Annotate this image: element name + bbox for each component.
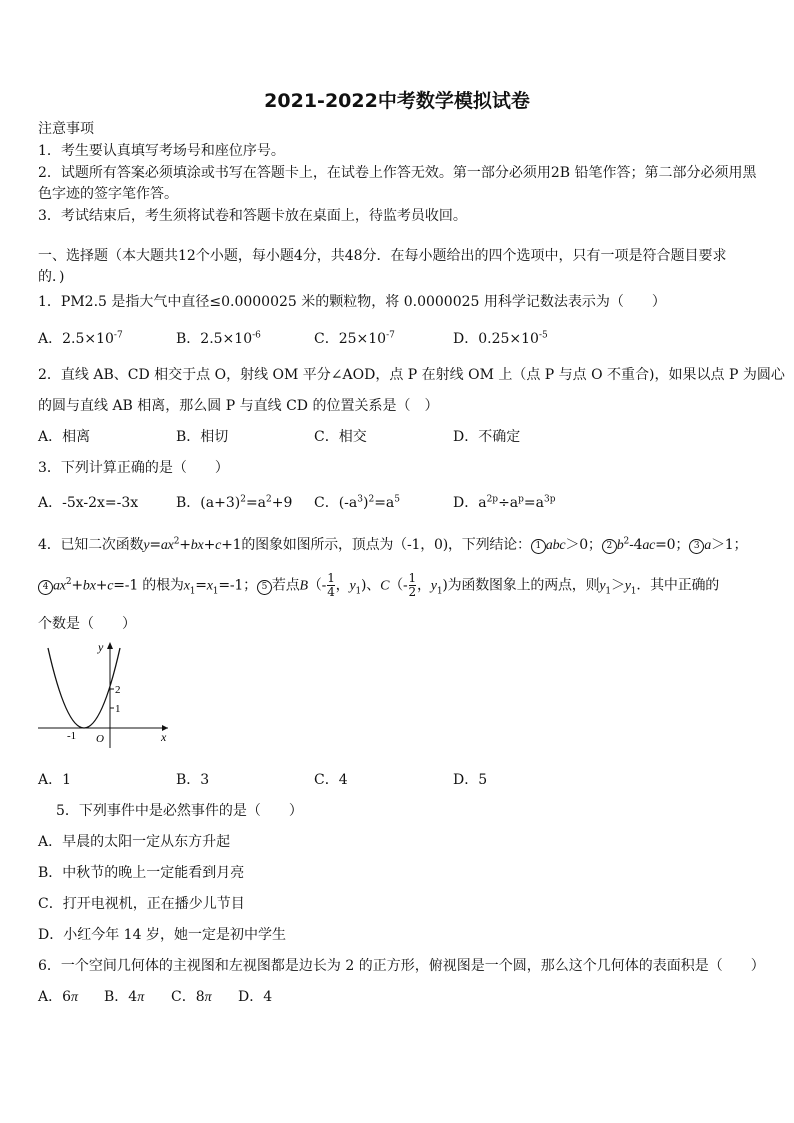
q6-options: [38, 988, 438, 1006]
q2-option-a: A．相离: [38, 429, 91, 445]
q4-option-a: A．1: [38, 772, 72, 788]
circled-number-2: 2: [602, 539, 617, 554]
x-axis-label: x: [161, 730, 167, 744]
q3-option-d: D．$a^{2p}\div a^p=a^{3p}$: [453, 494, 556, 511]
q1-option-a: A．$2.5\times 10^{-7}$: [38, 330, 123, 347]
q2-options: [38, 428, 758, 446]
q4-options: [38, 771, 758, 789]
q2-stem-cont: 的圆与直线 AB 相离，那么圆 P 与直线 CD 的位置关系是（ ）: [38, 398, 439, 414]
q6-option-a: A．6π: [38, 989, 79, 1005]
notice-item-1: 1．考生要认真填写考场号和座位序号。: [38, 143, 285, 159]
q2-option-b: B．相切: [176, 429, 229, 445]
q6-option-d: D．4: [238, 989, 273, 1005]
section-heading: 一、选择题（本大题共12个小题，每小题4分，共48分．在每小题给出的四个选项中，只有一项是符合题目要求: [38, 248, 727, 264]
notice-item-2-cont: 色字迹的签字笔作答。: [38, 186, 178, 202]
parabola-graph: [34, 638, 174, 748]
q2-stem: 2．直线 AB、CD 相交于点 O，射线 OM 平分∠AOD，点 P 在射线 OM 上（点 P 与点 O 不重合)，如果以点 P 为圆心: [38, 367, 785, 383]
section-heading-cont: 的．): [38, 269, 65, 285]
q1-options: [38, 330, 758, 348]
tick-label-1: 1: [115, 703, 121, 715]
q3-options: [38, 494, 758, 512]
circled-number-3: 3: [689, 539, 704, 554]
q2-option-d: D．不确定: [453, 429, 521, 445]
notice-heading: 注意事项: [38, 121, 94, 137]
q2-option-c: C．相交: [314, 429, 367, 445]
q5-option-d: D．小红今年 14 岁，她一定是初中学生: [38, 927, 286, 943]
tick-label-neg1: -1: [67, 730, 77, 742]
circled-number-1: 1: [531, 539, 546, 554]
y-axis-arrow: [107, 642, 113, 649]
notice-item-3: 3．考试结束后，考生须将试卷和答题卡放在桌面上，待监考员收回。: [38, 208, 467, 224]
origin-label: O: [96, 733, 104, 745]
q5-option-c: C．打开电视机，正在播少儿节目: [38, 896, 245, 912]
q3-option-c: C．$(-a^3)^2=a^5$: [314, 494, 401, 511]
q3-stem: 3．下列计算正确的是（ ）: [38, 460, 229, 476]
q6-option-b: B．4π: [104, 989, 145, 1005]
q4-option-d: D．5: [453, 772, 488, 788]
q4-option-c: C．4: [314, 772, 348, 788]
q5-option-b: B．中秋节的晚上一定能看到月亮: [38, 865, 245, 881]
circled-number-5: 5: [257, 580, 272, 595]
q4-option-b: B．3: [176, 772, 210, 788]
q6-option-c: C．8π: [171, 989, 212, 1005]
q1-stem: 1．PM2.5 是指大气中直径≤0.0000025 米的颗粒物，将 0.0000025 用科学记数法表示为（ ）: [38, 294, 666, 310]
circled-number-4: 4: [38, 580, 53, 595]
parabola-curve: [48, 648, 120, 728]
q1-option-d: D．$0.25\times 10^{-5}$: [453, 330, 548, 347]
q3-option-a: A．-5x-2x=-3x: [38, 495, 139, 511]
fraction-one-quarter: $\frac{1}{4}$: [327, 571, 335, 599]
fraction-one-half: $\frac{1}{2}$: [408, 571, 416, 599]
tick-label-2: 2: [115, 684, 121, 696]
q4-stem-end: 个数是（ ）: [38, 616, 136, 632]
q1-option-b: B．$2.5\times 10^{-6}$: [176, 330, 261, 347]
notice-item-2: 2．试题所有答案必须填涂或书写在答题卡上，在试卷上作答无效。第一部分必须用2B 铅笔作答；第二部分必须用黑: [38, 165, 757, 181]
q4-stem-cont: 4 $ax^2+bx+c=-1$ 的根为$x_1=x_1=-1$； 5 若点B（- $\frac{1}{4}$ ，$y_1$)、C（- $\frac{1}{2}$ ，$y_1$)为函数图象上的两点，则$y_1>y_1$．其中正确的: [38, 572, 719, 600]
y-axis-label: y: [98, 640, 104, 654]
q5-stem: 5．下列事件中是必然事件的是（ ）: [56, 803, 303, 819]
q5-option-a: A．早晨的太阳一定从东方升起: [38, 834, 231, 850]
q4-stem: 4．已知二次函数$y=ax^2+bx+c+1$的图象如图所示，顶点为（-1，0)，下列结论： 1 abc＞0； 2 $b^2-4ac=0$； 3 a＞1；: [38, 536, 748, 553]
q3-option-b: B．$(a+3)^2=a^2+9$: [176, 494, 293, 511]
q6-stem: 6．一个空间几何体的主视图和左视图都是边长为 2 的正方形，俯视图是一个圆，那么这个几何体的表面积是（ ）: [38, 958, 765, 974]
q1-option-c: C．$25\times 10^{-7}$: [314, 330, 395, 347]
exam-title: 2021-2022中考数学模拟试卷: [264, 90, 530, 112]
